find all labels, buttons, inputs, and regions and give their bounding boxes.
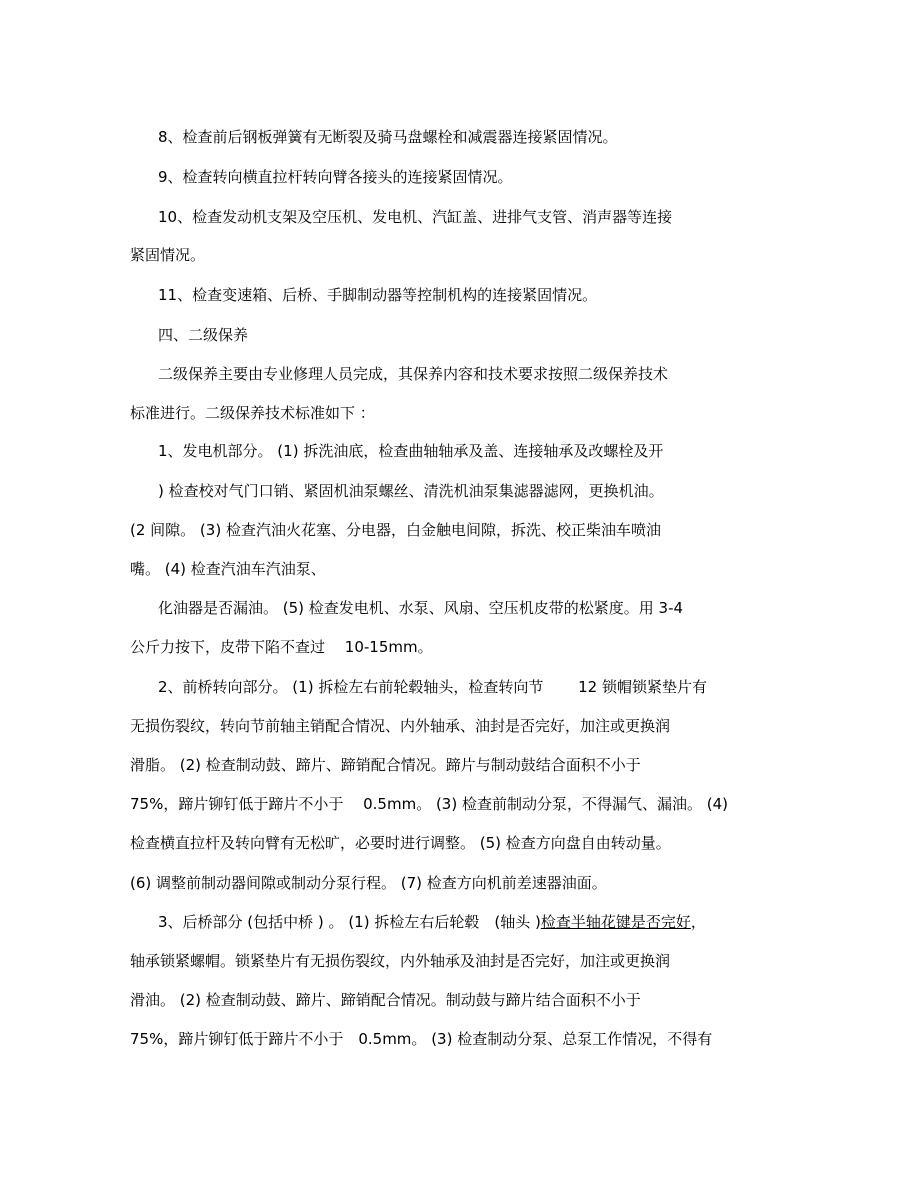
text-line: 滑油。 (2) 检查制动鼓、蹄片、蹄销配合情况。制动鼓与蹄片结合面积不小于 (130, 991, 641, 1009)
text-line: 9、检查转向横直拉杆转向臂各接头的连接紧固情况。 (158, 168, 513, 186)
text-line: 8、检查前后钢板弹簧有无断裂及骑马盘螺栓和减震器连接紧固情况。 (158, 128, 618, 146)
text-line: 1、发电机部分。 (1) 拆洗油底，检查曲轴轴承及盖、连接轴承及改螺栓及开 (158, 442, 664, 460)
text-line: 紧固情况。 (130, 246, 206, 264)
text-line: 化油器是否漏油。 (5) 检查发电机、水泵、风扇、空压机皮带的松紧度。用 3-4 (158, 599, 684, 617)
text-line: 75%，蹄片铆钉低于蹄片不小于 0.5mm。 (3) 检查前制动分泵，不得漏气、漏油。 (4) (130, 795, 728, 813)
text-line: 公斤力按下，皮带下陷不查过 10-15mm。 (130, 638, 433, 656)
text-segment: 3、后桥部分 (包括中桥 ) 。 (1) 拆检左右后轮毂 (轴头 ) (158, 913, 541, 931)
text-line: 嘴。 (4) 检查汽油车汽油泵、 (130, 560, 326, 578)
text-line: 无损伤裂纹，转向节前轴主销配合情况、内外轴承、油封是否完好，加注或更换润 (130, 717, 671, 735)
text-line: 2、前桥转向部分。 (1) 拆检左右前轮毂轴头，检查转向节 12 锁帽锁紧垫片有 (158, 678, 707, 696)
text-line: 10、检查发动机支架及空压机、发电机、汽缸盖、进排气支管、消声器等连接 (158, 208, 673, 226)
underlined-text: 检查半轴花键是否完好 (540, 913, 691, 931)
text-line: 二级保养主要由专业修理人员完成，其保养内容和技术要求按照二级保养技术 (158, 365, 669, 383)
trailing-punctuation: ， (690, 913, 706, 931)
text-line: 检查横直拉杆及转向臂有无松旷，必要时进行调整。 (5) 检查方向盘自由转动量。 (130, 834, 671, 852)
text-line: (2 间隙。 (3) 检查汽油火花塞、分电器，白金触电间隙，拆洗、校正柴油车喷油 (130, 521, 661, 539)
section-heading: 四、二级保养 (158, 326, 249, 344)
text-line (158, 912, 706, 932)
text-line: ) 检查校对气门口销、紧固机油泵螺丝、清洗机油泵集滤器滤网，更换机油。 (158, 482, 664, 500)
text-line: 标准进行。二级保养技术标准如下 ： (130, 404, 375, 422)
text-line: 轴承锁紧螺帽。锁紧垫片有无损伤裂纹，内外轴承及油封是否完好，加注或更换润 (130, 952, 671, 970)
text-line: (6) 调整前制动器间隙或制动分泵行程。 (7) 检查方向机前差速器油面。 (130, 874, 607, 892)
text-line: 滑脂。 (2) 检查制动鼓、蹄片、蹄销配合情况。蹄片与制动鼓结合面积不小于 (130, 756, 641, 774)
text-line: 11、检查变速箱、后桥、手脚制动器等控制机构的连接紧固情况。 (158, 286, 598, 304)
text-line: 75%，蹄片铆钉低于蹄片不小于 0.5mm。 (3) 检查制动分泵、总泵工作情况，不得有 (130, 1030, 713, 1048)
